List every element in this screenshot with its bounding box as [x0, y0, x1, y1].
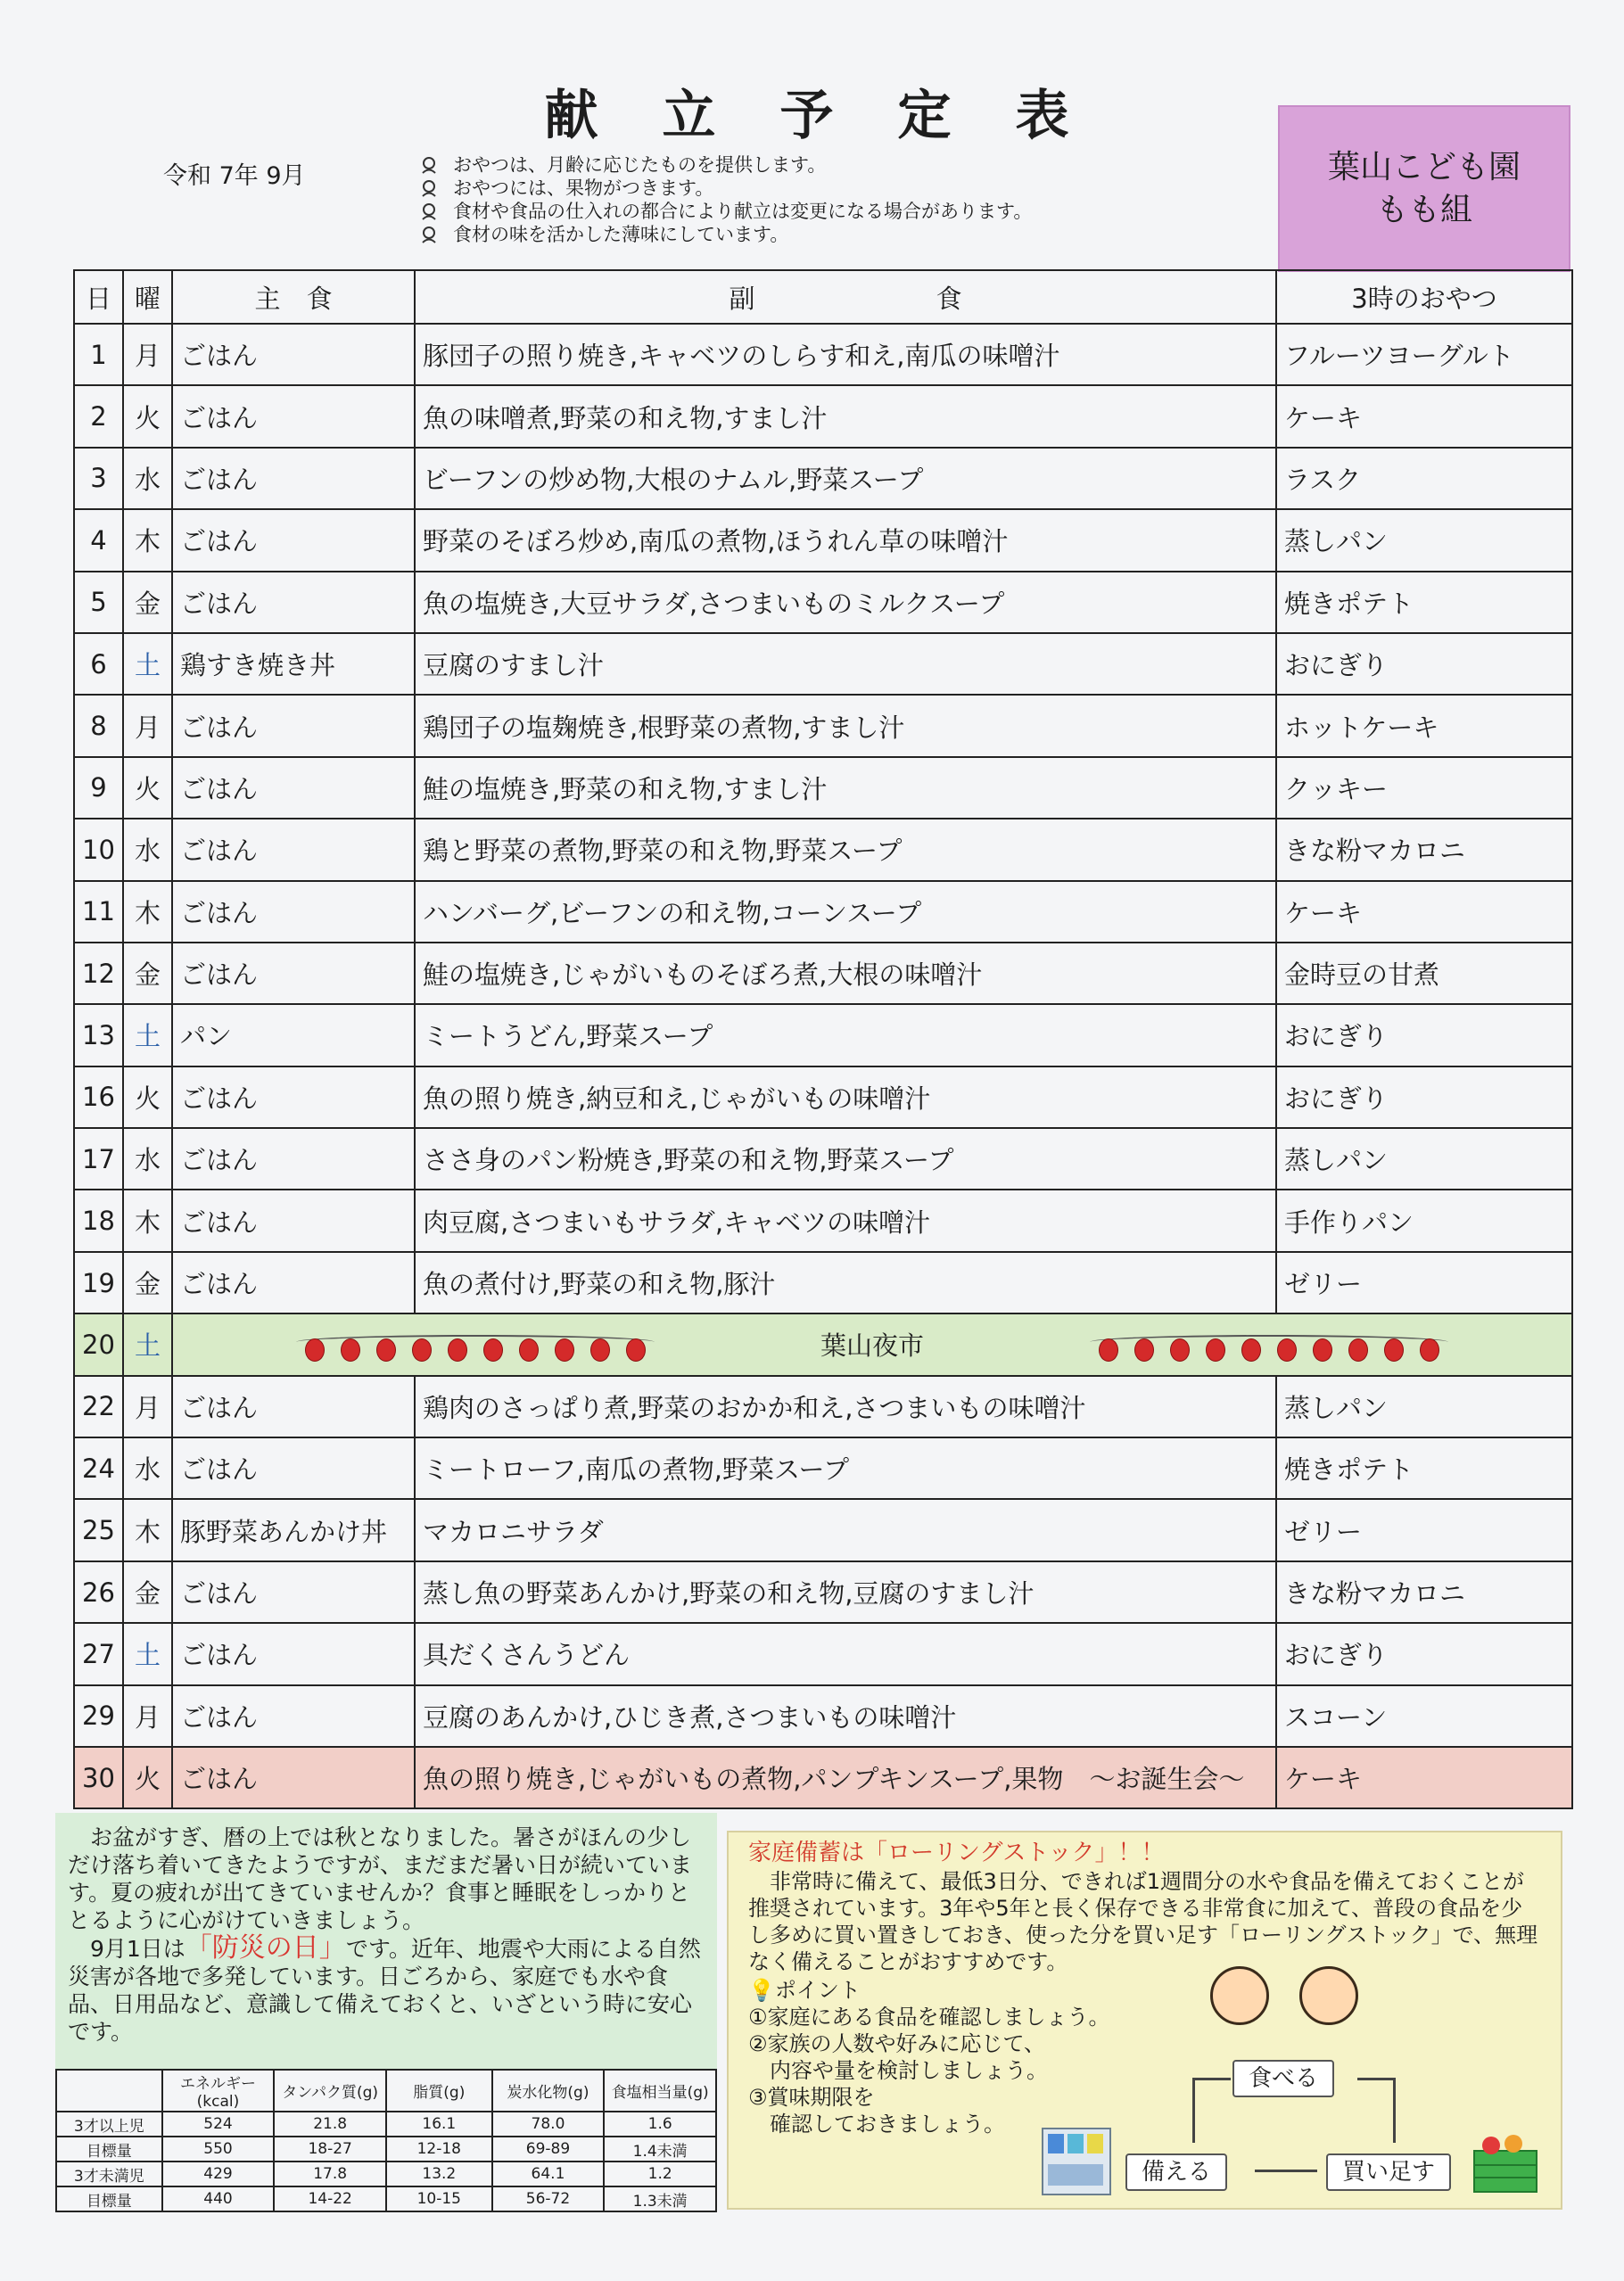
nutrition-header-cell — [56, 2070, 162, 2112]
menu-row — [74, 943, 1572, 1004]
day-cell: 4 — [74, 509, 123, 571]
note-item — [419, 177, 1032, 200]
snack-cell: おにぎり — [1276, 1066, 1572, 1128]
lantern-icon — [1277, 1338, 1297, 1362]
day-cell: 25 — [74, 1499, 123, 1560]
day-cell: 10 — [74, 819, 123, 880]
rolling-stock-text: 非常時に備えて、最低3日分、できれば1週間分の水や食品を備えておくことが推奨されています。3年や5年と長く保存できる非常食に加えて、普段の食品を少し多めに買い置きしておき、使った分を買い足す「ローリングストック」で、無理なく備えることがおすすめです。 — [748, 1869, 1538, 1974]
flower-icon — [419, 202, 439, 221]
side-dish-cell: 肉豆腐,さつまいもサラダ,キャベツの味噌汁 — [415, 1190, 1276, 1251]
lantern-string — [1099, 1333, 1439, 1356]
weekday-cell: 火 — [123, 1747, 172, 1808]
menu-row — [74, 385, 1572, 447]
weekday-cell: 土 — [123, 1313, 172, 1375]
birthday-event-label: ～お誕生会～ — [1089, 1764, 1245, 1795]
weekday-cell: 金 — [123, 572, 172, 633]
nutrition-cell: 64.1 — [492, 2162, 605, 2186]
side-dish-cell: 鶏と野菜の煮物,野菜の和え物,野菜スープ — [415, 819, 1276, 880]
weekday-cell: 水 — [123, 448, 172, 509]
lantern-icon — [590, 1338, 610, 1362]
day-cell: 2 — [74, 385, 123, 447]
menu-row — [74, 1190, 1572, 1251]
menu-row — [74, 448, 1572, 509]
side-dish-cell: 魚の塩焼き,大豆サラダ,さつまいものミルクスープ — [415, 572, 1276, 633]
snack-cell: ゼリー — [1276, 1499, 1572, 1560]
main-dish-cell: ごはん — [172, 448, 415, 509]
event-row — [74, 1313, 1572, 1375]
message-paragraph-2 — [68, 1934, 705, 2046]
weekday-cell: 水 — [123, 1437, 172, 1499]
weekday-cell: 木 — [123, 881, 172, 943]
lightbulb-icon: 💡 — [748, 1978, 775, 2003]
nutrition-body — [56, 2112, 716, 2211]
side-dish-cell — [415, 1747, 1276, 1808]
nutrition-cell: 1.6 — [604, 2112, 716, 2137]
menu-row — [74, 1623, 1572, 1684]
snack-cell: 蒸しパン — [1276, 1376, 1572, 1437]
nutrition-cell: 1.2 — [604, 2162, 716, 2186]
nutrition-header-cell: 炭水化物(g) — [492, 2070, 605, 2112]
side-dish-cell: ミートローフ,南瓜の煮物,野菜スープ — [415, 1437, 1276, 1499]
weekday-cell: 月 — [123, 1685, 172, 1747]
flower-icon — [419, 178, 439, 198]
nutrition-row — [56, 2137, 716, 2162]
pantry-shelf-icon — [1041, 2127, 1112, 2196]
main-dish-cell: ごはん — [172, 1252, 415, 1313]
side-dish-cell: ビーフンの炒め物,大根のナムル,野菜スープ — [415, 448, 1276, 509]
menu-table — [73, 269, 1573, 1809]
snack-cell: きな粉マカロニ — [1276, 819, 1572, 880]
snack-cell: 金時豆の甘煮 — [1276, 943, 1572, 1004]
side-dish-cell: 魚の味噌煮,野菜の和え物,すまし汁 — [415, 385, 1276, 447]
nutrition-row — [56, 2112, 716, 2137]
nutrition-cell: 1.4未満 — [604, 2137, 716, 2162]
lantern-icon — [519, 1338, 539, 1362]
side-dish-cell: 豆腐のあんかけ,ひじき煮,さつまいもの味噌汁 — [415, 1685, 1276, 1747]
weekday-cell: 金 — [123, 1252, 172, 1313]
disaster-day-highlight: 「防災の日」 — [185, 1932, 346, 1964]
child-boy-illustration — [1210, 1966, 1269, 2025]
day-cell: 3 — [74, 448, 123, 509]
menu-row — [74, 881, 1572, 943]
day-cell: 24 — [74, 1437, 123, 1499]
weekday-cell: 木 — [123, 1190, 172, 1251]
side-dish-cell: 豆腐のすまし汁 — [415, 633, 1276, 695]
nutrition-cell: 16.1 — [386, 2112, 492, 2137]
lantern-icon — [483, 1338, 503, 1362]
snack-cell: おにぎり — [1276, 1623, 1572, 1684]
weekday-cell: 火 — [123, 385, 172, 447]
day-cell: 1 — [74, 324, 123, 385]
arrow-store-to-eat — [1192, 2078, 1231, 2143]
note-text: 食材の味を活かした薄味にしています。 — [453, 224, 789, 245]
side-dish-cell: 鶏肉のさっぱり煮,野菜のおかか和え,さつまいもの味噌汁 — [415, 1376, 1276, 1437]
header-snack: 3時のおやつ — [1276, 270, 1572, 324]
snack-cell: ラスク — [1276, 448, 1572, 509]
lantern-icon — [1420, 1338, 1439, 1362]
nutrition-row — [56, 2162, 716, 2186]
side-dish-text: 魚の照り焼き,じゃがいもの煮物,パンプキンスープ,果物 — [423, 1764, 1064, 1795]
point-label: ポイント — [774, 1978, 861, 2003]
day-cell: 22 — [74, 1376, 123, 1437]
message-text-2b: です。近年、地震や大雨による自然災害が各地で多発しています。日ごろから、家庭でも水や食品、日用品など、意識して備えておくと、いざという時に安心です。 — [68, 1936, 701, 2045]
side-dish-cell: 鮭の塩焼き,じゃがいものそぼろ煮,大根の味噌汁 — [415, 943, 1276, 1004]
main-dish-cell: ごはん — [172, 943, 415, 1004]
rolling-stock-title: 家庭備蓄は「ローリングストック」！！ — [748, 1840, 1165, 1866]
nutrition-cell: 目標量 — [56, 2186, 162, 2211]
snack-cell: ケーキ — [1276, 881, 1572, 943]
snack-cell: ホットケーキ — [1276, 695, 1572, 756]
cycle-eat: 食べる — [1232, 2060, 1334, 2097]
cycle-buy: 買い足す — [1326, 2153, 1451, 2191]
header-side: 副 食 — [415, 270, 1276, 324]
weekday-cell: 月 — [123, 1376, 172, 1437]
note-item — [419, 153, 1032, 177]
menu-row — [74, 819, 1572, 880]
main-dish-cell: ごはん — [172, 324, 415, 385]
arrow-buy-to-store — [1255, 2170, 1317, 2172]
main-dish-cell: ごはん — [172, 1561, 415, 1623]
lantern-icon — [448, 1338, 467, 1362]
point-heading — [748, 1977, 1541, 2004]
nutrition-cell: 550 — [162, 2137, 275, 2162]
menu-row — [74, 757, 1572, 819]
main-dish-cell: ごはん — [172, 1747, 415, 1808]
menu-date: 令和 7年 9月 — [163, 162, 306, 190]
main-dish-cell: 豚野菜あんかけ丼 — [172, 1499, 415, 1560]
main-dish-cell: ごはん — [172, 509, 415, 571]
snack-cell: おにぎり — [1276, 1004, 1572, 1066]
header-main: 主 食 — [172, 270, 415, 324]
lantern-icon — [1348, 1338, 1368, 1362]
day-cell: 20 — [74, 1313, 123, 1375]
lantern-icon — [1384, 1338, 1404, 1362]
day-cell: 19 — [74, 1252, 123, 1313]
snack-cell: 手作りパン — [1276, 1190, 1572, 1251]
point-line: 内容や量を検討しましょう。 — [748, 2058, 1048, 2083]
nutrition-cell: 13.2 — [386, 2162, 492, 2186]
day-cell: 9 — [74, 757, 123, 819]
message-text-1: お盆がすぎ、暦の上では秋となりました。暑さがほんの少しだけ落ち着いてきたようですが、まだまだ暑い日が続いています。夏の疲れが出てきていませんか？食事と睡眠をしっかりととるように心がけていきましょう。 — [68, 1824, 693, 1933]
side-dish-cell: 魚の煮付け,野菜の和え物,豚汁 — [415, 1252, 1276, 1313]
nutrition-cell: 440 — [162, 2186, 275, 2211]
lantern-icon — [1313, 1338, 1332, 1362]
weekday-cell: 火 — [123, 1066, 172, 1128]
day-cell: 6 — [74, 633, 123, 695]
nutrition-header-cell: 脂質(g) — [386, 2070, 492, 2112]
point-line: ①家庭にある食品を確認しましょう。 — [748, 2005, 1110, 2030]
snack-cell: ケーキ — [1276, 385, 1572, 447]
day-cell: 16 — [74, 1066, 123, 1128]
lantern-icon — [341, 1338, 360, 1362]
nutrition-cell: 56-72 — [492, 2186, 605, 2211]
menu-row — [74, 1499, 1572, 1560]
weekday-cell: 水 — [123, 1128, 172, 1190]
weekday-cell: 火 — [123, 757, 172, 819]
nutrition-header-cell: タンパク質(g) — [274, 2070, 386, 2112]
shopping-basket-icon — [1469, 2131, 1542, 2195]
main-dish-cell: ごはん — [172, 385, 415, 447]
snack-cell: フルーツヨーグルト — [1276, 324, 1572, 385]
side-dish-cell: 豚団子の照り焼き,キャベツのしらす和え,南瓜の味噌汁 — [415, 324, 1276, 385]
menu-row — [74, 1252, 1572, 1313]
weekday-cell: 木 — [123, 509, 172, 571]
main-dish-cell: ごはん — [172, 1685, 415, 1747]
snack-cell: 焼きポテト — [1276, 1437, 1572, 1499]
main-dish-cell: 鶏すき焼き丼 — [172, 633, 415, 695]
menu-row — [74, 1128, 1572, 1190]
side-dish-cell: ささ身のパン粉焼き,野菜の和え物,野菜スープ — [415, 1128, 1276, 1190]
lantern-icon — [1099, 1338, 1118, 1362]
snack-cell: 蒸しパン — [1276, 509, 1572, 571]
point-line: ②家族の人数や好みに応じて、 — [748, 2031, 1046, 2056]
snack-cell: 蒸しパン — [1276, 1128, 1572, 1190]
side-dish-cell: 野菜のそぼろ炒め,南瓜の煮物,ほうれん草の味噌汁 — [415, 509, 1276, 571]
main-dish-cell: ごはん — [172, 1190, 415, 1251]
weekday-cell: 金 — [123, 943, 172, 1004]
school-label — [1278, 105, 1570, 272]
arrow-eat-to-buy — [1357, 2078, 1396, 2143]
nutrition-cell: 目標量 — [56, 2137, 162, 2162]
day-cell: 29 — [74, 1685, 123, 1747]
weekday-cell: 木 — [123, 1499, 172, 1560]
note-text: おやつには、果物がつきます。 — [453, 177, 714, 199]
day-cell: 26 — [74, 1561, 123, 1623]
event-cell — [172, 1313, 1572, 1375]
nutrition-cell: 3才以上児 — [56, 2112, 162, 2137]
menu-row — [74, 633, 1572, 695]
snack-cell: ゼリー — [1276, 1252, 1572, 1313]
side-dish-cell: ミートうどん,野菜スープ — [415, 1004, 1276, 1066]
side-dish-cell: 具だくさんうどん — [415, 1623, 1276, 1684]
weekday-cell: 土 — [123, 1623, 172, 1684]
day-cell: 5 — [74, 572, 123, 633]
menu-header-row — [74, 270, 1572, 324]
side-dish-cell: マカロニサラダ — [415, 1499, 1276, 1560]
nutrition-cell: 17.8 — [274, 2162, 386, 2186]
rolling-stock-box — [727, 1831, 1562, 2210]
lantern-icon — [555, 1338, 574, 1362]
side-dish-cell: 鮭の塩焼き,野菜の和え物,すまし汁 — [415, 757, 1276, 819]
snack-cell: きな粉マカロニ — [1276, 1561, 1572, 1623]
snack-cell: クッキー — [1276, 757, 1572, 819]
snack-cell: ケーキ — [1276, 1747, 1572, 1808]
flower-icon — [419, 155, 439, 175]
menu-row — [74, 509, 1572, 571]
class-name: もも組 — [1375, 191, 1472, 228]
main-dish-cell: ごはん — [172, 1437, 415, 1499]
nutrition-row — [56, 2186, 716, 2211]
rolling-stock-body — [748, 1868, 1541, 1975]
nutrition-header-cell: 食塩相当量(g) — [604, 2070, 716, 2112]
note-item — [419, 223, 1032, 246]
nutrition-cell: 18-27 — [274, 2137, 386, 2162]
main-dish-cell: ごはん — [172, 695, 415, 756]
nutrition-cell: 1.3未満 — [604, 2186, 716, 2211]
lantern-icon — [376, 1338, 396, 1362]
school-name: 葉山こども園 — [1327, 148, 1521, 185]
lantern-icon — [1241, 1338, 1261, 1362]
note-item — [419, 200, 1032, 223]
snack-cell: 焼きポテト — [1276, 572, 1572, 633]
menu-row — [74, 572, 1572, 633]
main-dish-cell: ごはん — [172, 881, 415, 943]
header-weekday: 曜 — [123, 270, 172, 324]
lantern-icon — [305, 1338, 325, 1362]
menu-row — [74, 1066, 1572, 1128]
nutrition-header-row — [56, 2070, 716, 2112]
menu-row — [74, 1685, 1572, 1747]
birthday-row — [74, 1747, 1572, 1808]
day-cell: 17 — [74, 1128, 123, 1190]
weekday-cell: 土 — [123, 1004, 172, 1066]
nutrition-table — [55, 2069, 717, 2212]
side-dish-cell: 蒸し魚の野菜あんかけ,野菜の和え物,豆腐のすまし汁 — [415, 1561, 1276, 1623]
lantern-icon — [1134, 1338, 1154, 1362]
child-girl-illustration — [1299, 1966, 1358, 2025]
nutrition-cell: 524 — [162, 2112, 275, 2137]
nutrition-cell: 78.0 — [492, 2112, 605, 2137]
nutrition-header-cell: エネルギー(kcal) — [162, 2070, 275, 2112]
day-cell: 12 — [74, 943, 123, 1004]
menu-row — [74, 1004, 1572, 1066]
point-line: 確認しておきましょう。 — [748, 2112, 1005, 2137]
nutrition-cell: 69-89 — [492, 2137, 605, 2162]
day-cell: 8 — [74, 695, 123, 756]
main-dish-cell: ごはん — [172, 757, 415, 819]
cycle-store: 備える — [1125, 2153, 1227, 2191]
side-dish-cell: ハンバーグ,ビーフンの和え物,コーンスープ — [415, 881, 1276, 943]
main-dish-cell: ごはん — [172, 1128, 415, 1190]
nutrition-cell: 21.8 — [274, 2112, 386, 2137]
point-line: ③賞味期限を — [748, 2085, 875, 2110]
weekday-cell: 金 — [123, 1561, 172, 1623]
nutrition-cell: 14-22 — [274, 2186, 386, 2211]
nutrition-cell: 429 — [162, 2162, 275, 2186]
lantern-icon — [1170, 1338, 1190, 1362]
snack-cell: おにぎり — [1276, 633, 1572, 695]
page-title: 献立予定表 — [544, 85, 1134, 147]
day-cell: 13 — [74, 1004, 123, 1066]
note-text: 食材や食品の仕入れの都合により献立は変更になる場合があります。 — [453, 201, 1033, 222]
nutrition-cell: 12-18 — [386, 2137, 492, 2162]
menu-body — [74, 324, 1572, 1808]
day-cell: 11 — [74, 881, 123, 943]
flower-icon — [419, 225, 439, 244]
header-day: 日 — [74, 270, 123, 324]
weekday-cell: 水 — [123, 819, 172, 880]
day-cell: 18 — [74, 1190, 123, 1251]
day-cell: 30 — [74, 1747, 123, 1808]
side-dish-cell: 魚の照り焼き,納豆和え,じゃがいもの味噌汁 — [415, 1066, 1276, 1128]
day-cell: 27 — [74, 1623, 123, 1684]
lantern-string — [305, 1333, 646, 1356]
main-dish-cell: ごはん — [172, 819, 415, 880]
lantern-icon — [412, 1338, 432, 1362]
menu-row — [74, 324, 1572, 385]
main-dish-cell: パン — [172, 1004, 415, 1066]
weekday-cell: 月 — [123, 324, 172, 385]
nutrition-cell: 3才未満児 — [56, 2162, 162, 2186]
menu-row — [74, 1437, 1572, 1499]
weekday-cell: 土 — [123, 633, 172, 695]
nutrition-cell: 10-15 — [386, 2186, 492, 2211]
event-name: 葉山夜市 — [820, 1330, 924, 1362]
menu-row — [74, 1561, 1572, 1623]
note-text: おやつは、月齢に応じたものを提供します。 — [453, 154, 827, 176]
message-paragraph-1 — [68, 1824, 705, 1934]
lantern-icon — [1206, 1338, 1225, 1362]
menu-row — [74, 1376, 1572, 1437]
lantern-icon — [626, 1338, 646, 1362]
main-dish-cell: ごはん — [172, 1623, 415, 1684]
main-dish-cell: ごはん — [172, 1066, 415, 1128]
message-text-2a: 9月1日は — [90, 1936, 185, 1962]
weekday-cell: 月 — [123, 695, 172, 756]
menu-row — [74, 695, 1572, 756]
main-dish-cell: ごはん — [172, 1376, 415, 1437]
side-dish-cell: 鶏団子の塩麹焼き,根野菜の煮物,すまし汁 — [415, 695, 1276, 756]
main-dish-cell: ごはん — [172, 572, 415, 633]
notes-list — [419, 153, 1032, 246]
snack-cell: スコーン — [1276, 1685, 1572, 1747]
